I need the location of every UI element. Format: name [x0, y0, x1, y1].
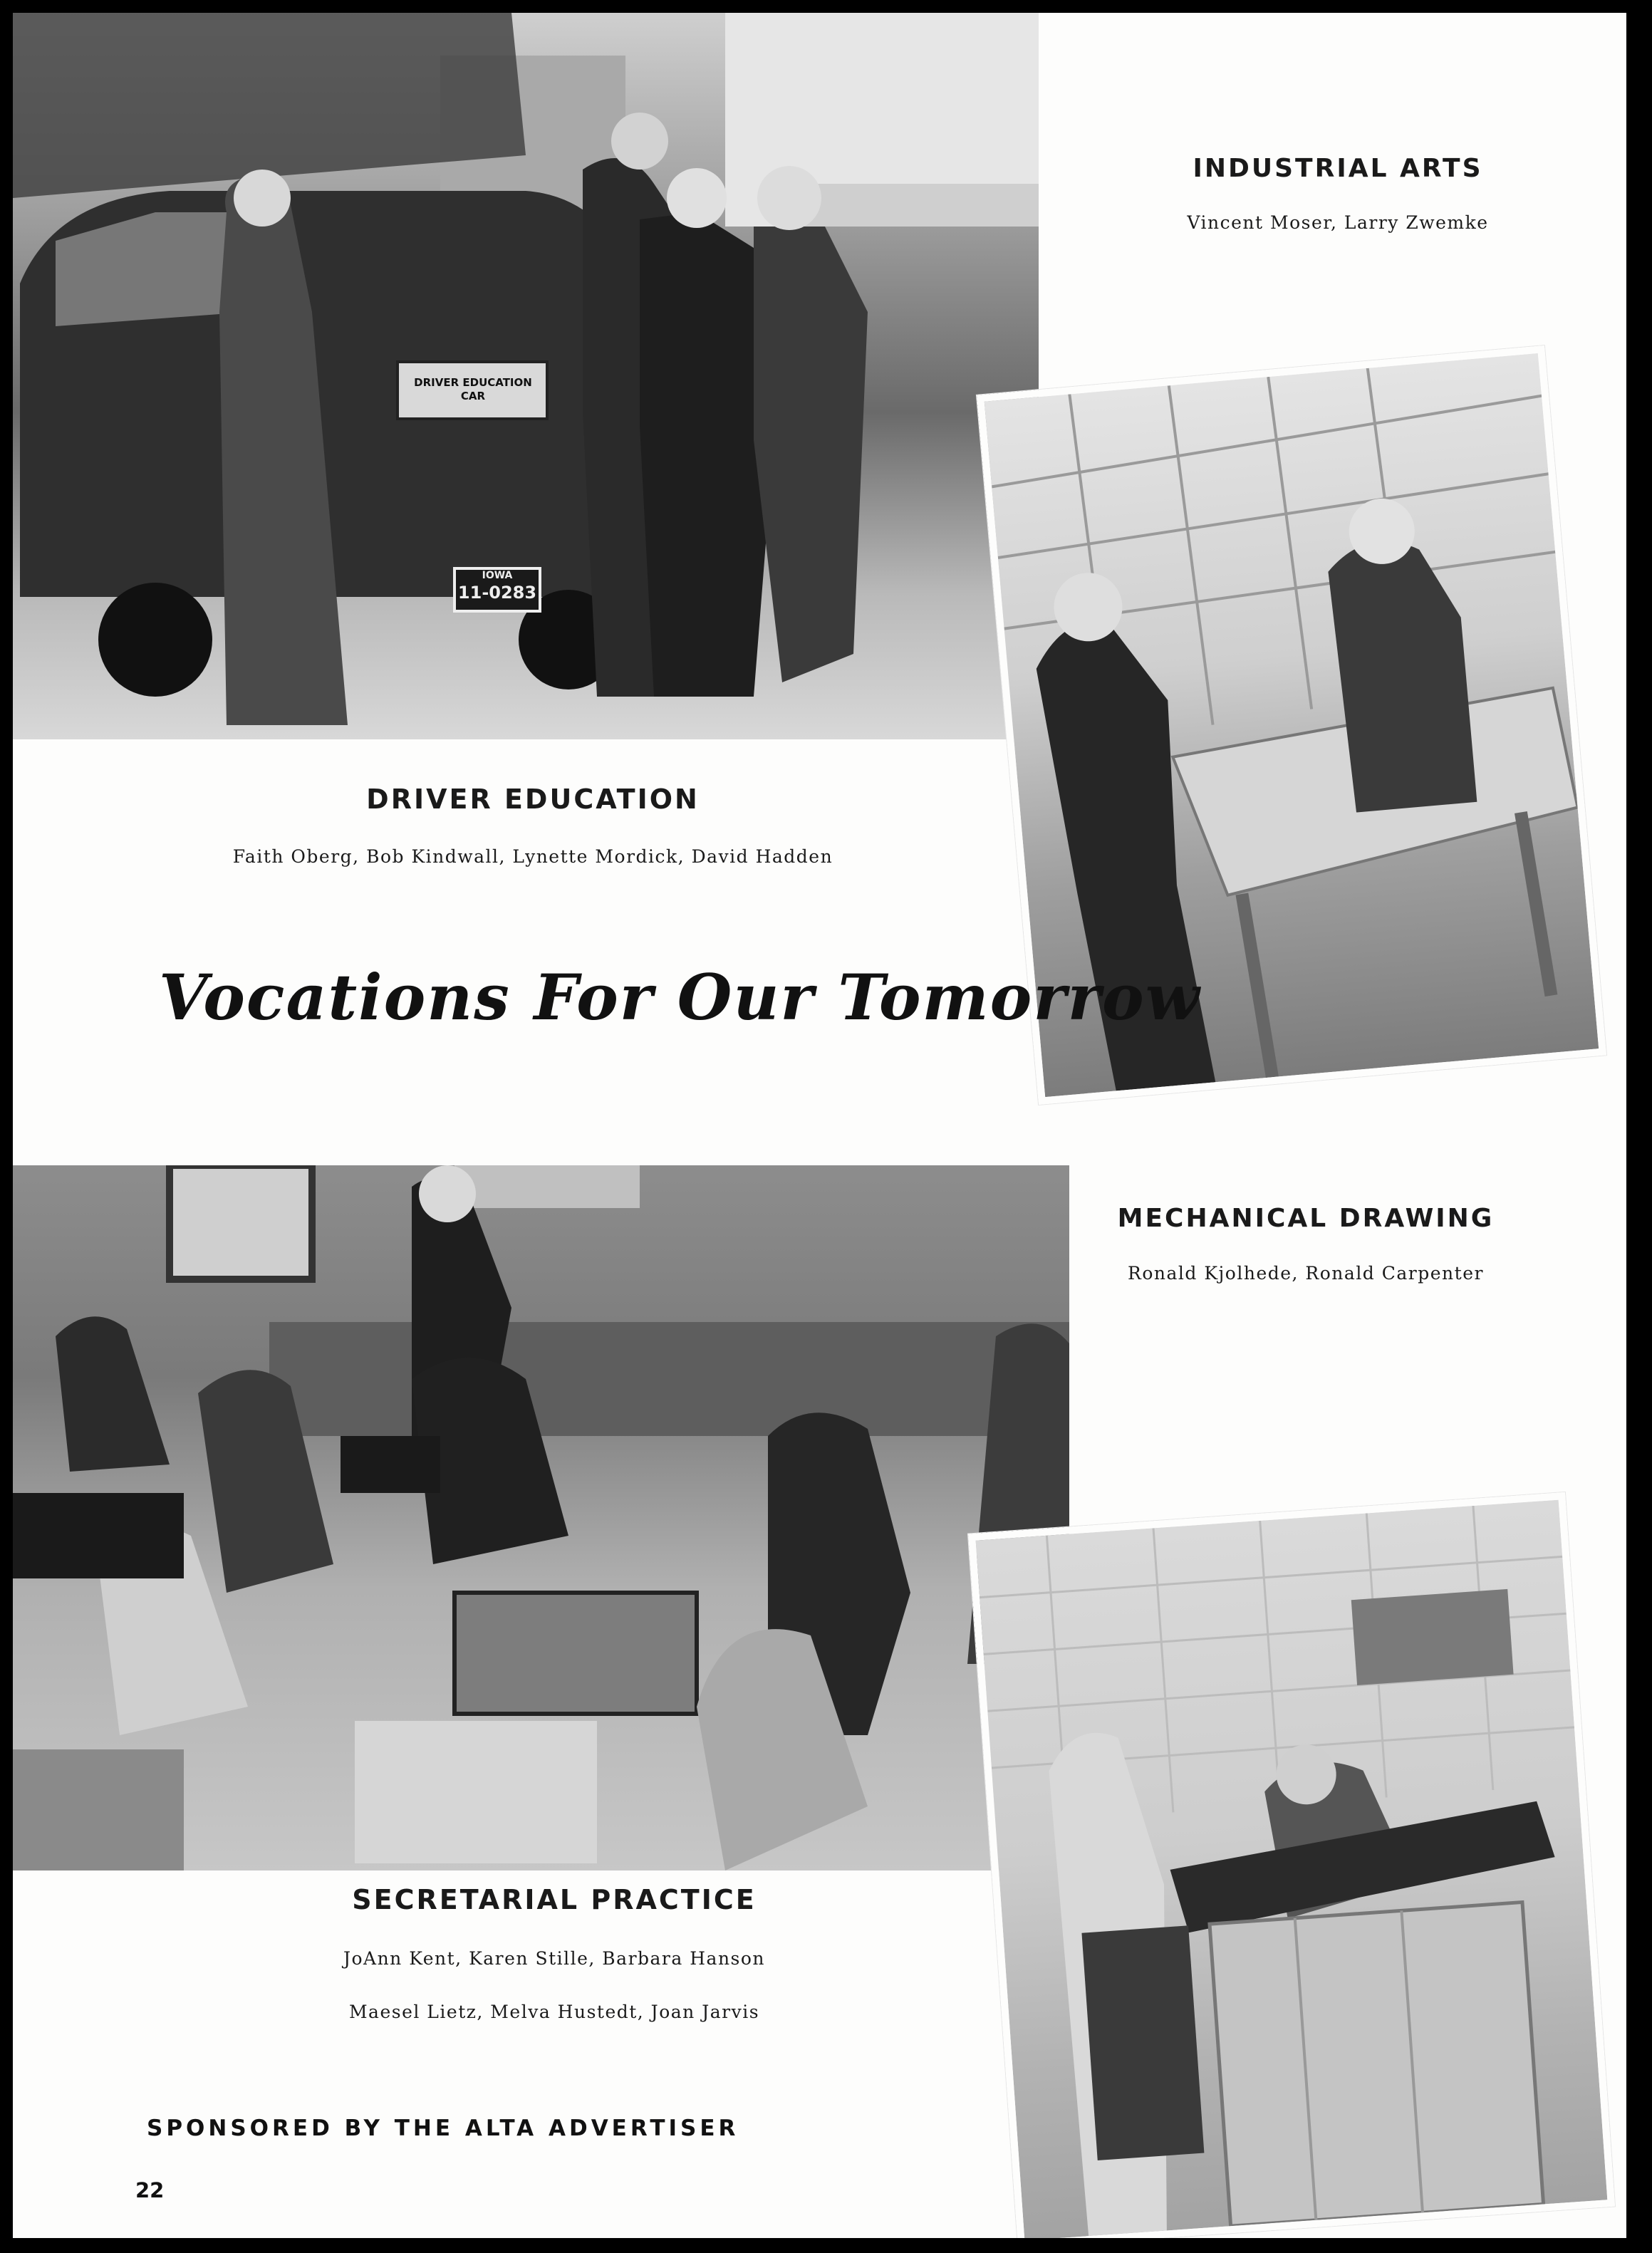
mechanical-drawing-names: Ronald Kjolhede, Ronald Carpenter: [1128, 1263, 1484, 1284]
secretarial-practice-photo: [13, 1165, 1069, 1870]
mechanical-drawing-title: MECHANICAL DRAWING: [1117, 1204, 1495, 1233]
yearbook-page: [13, 13, 1626, 2238]
sponsor-line: SPONSORED BY THE ALTA ADVERTISER: [147, 2116, 739, 2141]
industrial-arts-title: INDUSTRIAL ARTS: [1193, 154, 1483, 183]
driver-car-sign: DRIVER EDUCATION CAR: [414, 376, 532, 402]
secretarial-practice-names-line2: Maesel Lietz, Melva Hustedt, Joan Jarvis: [348, 2002, 760, 2022]
driver-education-title: DRIVER EDUCATION: [366, 784, 700, 815]
industrial-arts-names: Vincent Moser, Larry Zwemke: [1187, 212, 1489, 233]
driver-plate: 11-0283: [457, 583, 537, 603]
page-number: 22: [135, 2178, 165, 2202]
page-headline: Vocations For Our Tomorrow: [159, 960, 1201, 1034]
mechanical-drawing-photo: [968, 1492, 1615, 2238]
secretarial-practice-title: SECRETARIAL PRACTICE: [352, 1884, 757, 1915]
driver-plate-state: IOWA: [482, 570, 513, 581]
driver-education-names: Faith Oberg, Bob Kindwall, Lynette Mordick, David Hadden: [232, 846, 833, 867]
driver-education-photo: [13, 13, 1039, 739]
secretarial-practice-names-line1: JoAnn Kent, Karen Stille, Barbara Hanson: [343, 1948, 766, 1969]
